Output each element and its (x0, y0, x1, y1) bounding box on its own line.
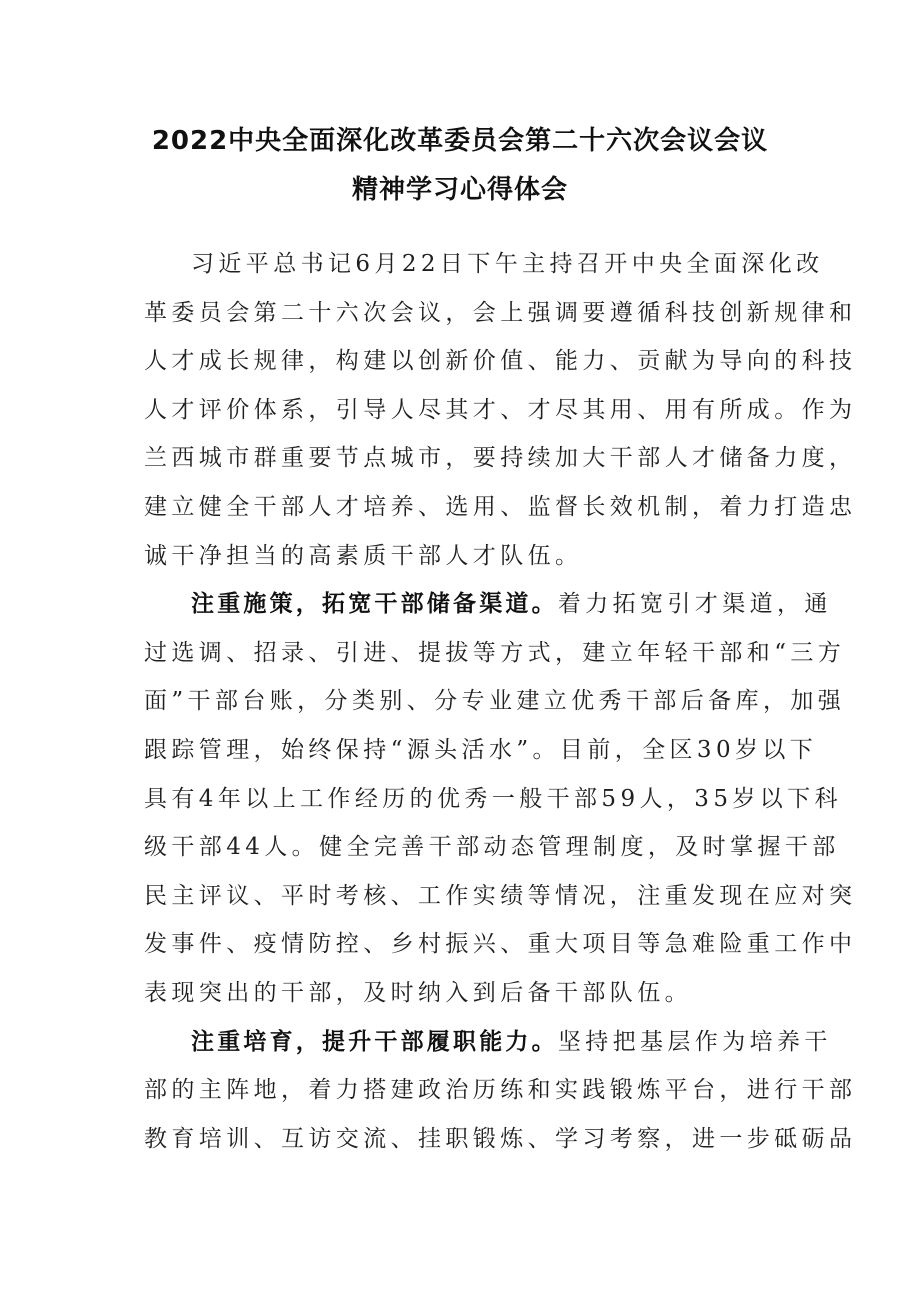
paragraph-1-line: 建立健全干部人才培养、选用、监督长效机制，着力打造忠 (144, 493, 857, 520)
paragraph-1-line: 革委员会第二十六次会议，会上强调要遵循科技创新规律和 (144, 299, 857, 326)
paragraph-1-line: 人才评价体系，引导人尽其才、才尽其用、用有所成。作为 (144, 396, 857, 423)
paragraph-2-line: 过选调、招录、引进、提拔等方式，建立年轻干部和“三方 (144, 639, 846, 666)
paragraph-2-heading: 注重施策，拓宽干部储备渠道。 (191, 591, 558, 618)
paragraph-2-line: 表现突出的干部，及时纳入到后备干部队伍。 (144, 979, 692, 1006)
paragraph-3-line: 教育培训、互访交流、挂职锻炼、学习考察，进一步砥砺品 (144, 1125, 857, 1152)
document-body (144, 240, 857, 1163)
paragraph-2-line: 面”干部台账，分类别、分专业建立优秀干部后备库，加强 (144, 688, 846, 715)
paragraph-2-line: 发事件、疫情防控、乡村振兴、重大项目等急难险重工作中 (144, 931, 857, 958)
paragraph-3-line: 坚持把基层作为培养干 (557, 1028, 832, 1055)
paragraph-1-line: 人才成长规律，构建以创新价值、能力、贡献为导向的科技 (144, 348, 857, 375)
paragraph-2-line: 民主评议、平时考核、工作实绩等情况，注重发现在应对突 (144, 882, 857, 909)
paragraph-2-line: 着力拓宽引才渠道，通 (557, 591, 832, 618)
paragraph-2-line: 具有4年以上工作经历的优秀一般干部59人，35岁以下科 (144, 785, 842, 812)
paragraph-3-line: 部的主阵地，着力搭建政治历练和实践锻炼平台，进行干部 (144, 1077, 857, 1104)
paragraph-1-line: 诚干净担当的高素质干部人才队伍。 (144, 542, 583, 569)
paragraph-2-line: 跟踪管理，始终保持“源头活水”。目前，全区30岁以下 (144, 736, 818, 763)
paragraph-3-heading: 注重培育，提升干部履职能力。 (191, 1028, 558, 1055)
paragraph-3-first-line (144, 1018, 832, 1067)
document-title-line-1: 2022中央全面深化改革委员会第二十六次会议会议 (151, 126, 769, 156)
paragraph-2-first-line (144, 580, 832, 629)
paragraph-2-line: 级干部44人。健全完善干部动态管理制度，及时掌握干部 (144, 834, 840, 861)
paragraph-1-line: 兰西城市群重要节点城市，要持续加大干部人才储备力度， (144, 445, 857, 472)
document-title-line-2: 精神学习心得体会 (351, 175, 568, 205)
paragraph-1-line: 习近平总书记6月22日下午主持召开中央全面深化改 (191, 251, 824, 277)
